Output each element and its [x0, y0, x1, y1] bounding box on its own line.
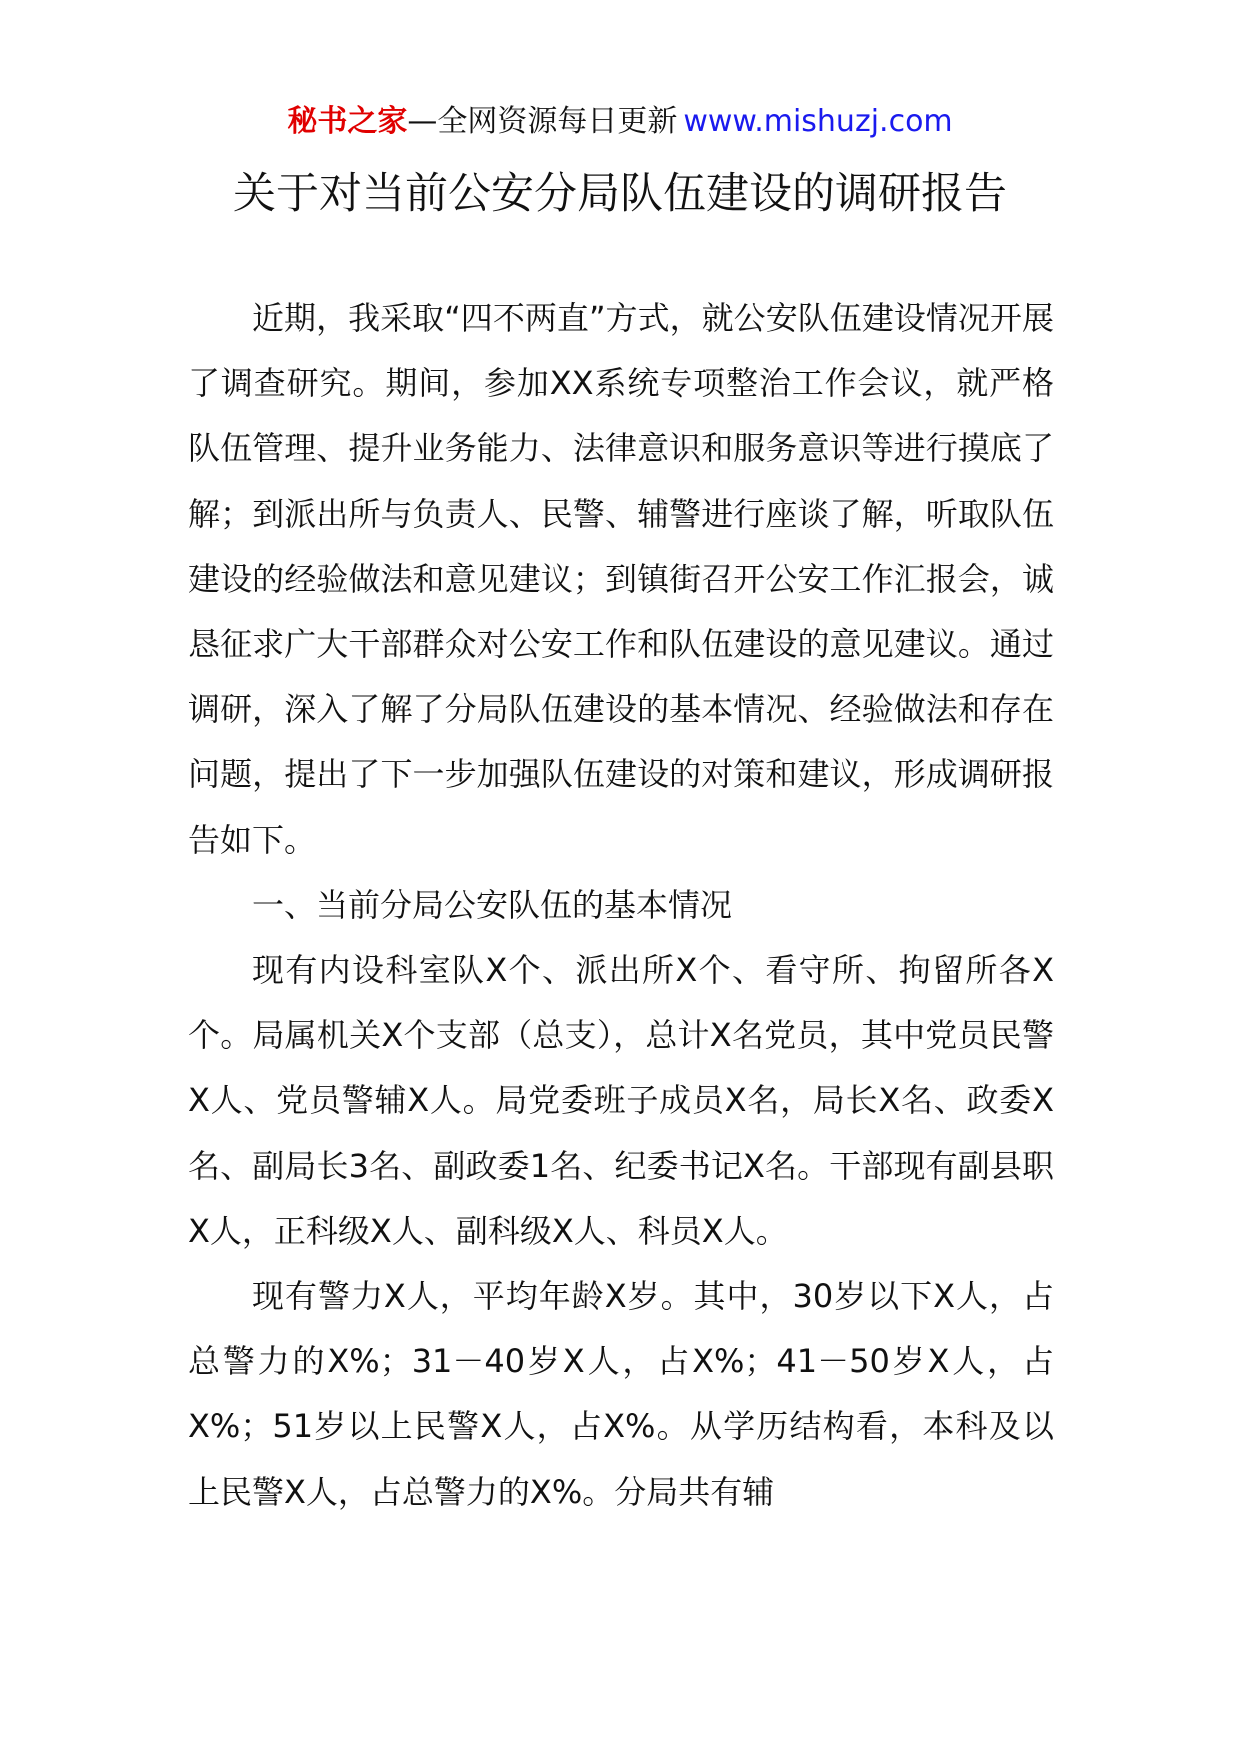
site-url-link[interactable]: www.mishuzj.com	[683, 104, 953, 139]
document-body	[188, 286, 1054, 1525]
site-header	[0, 102, 1240, 142]
brand-name: 秘书之家	[287, 104, 408, 139]
document-title: 关于对当前公安分局队伍建设的调研报告	[233, 169, 1007, 219]
body-paragraph: 现有内设科室队X个、派出所X个、看守所、拘留所各X个。局属机关X个支部（总支），总计X名党员，其中党员民警X人、党员警辅X人。局党委班子成员X名，局长X名、政委X名、副局长3名、副政委1名、纪委书记X名。干部现有副县职X人，正科级X人、副科级X人、科员X人。	[188, 951, 1054, 1250]
intro-paragraph: 近期，我采取“四不两直”方式，就公安队伍建设情况开展了调查研究。期间，参加XX系统专项整治工作会议，就严格队伍管理、提升业务能力、法律意识和服务意识等进行摸底了解；到派出所与负责人、民警、辅警进行座谈了解，听取队伍建设的经验做法和意见建议；到镇街召开公安工作汇报会，诚恳征求广大干部群众对公安工作和队伍建设的意见建议。通过调研，深入了解了分局队伍建设的基本情况、经验做法和存在问题，提出了下一步加强队伍建设的对策和建议，形成调研报告如下。	[188, 299, 1054, 859]
body-paragraph: 现有警力X人，平均年龄X岁。其中，30岁以下X人，占总警力的X%；31－40岁X人，占X%；41－50岁X人，占X%；51岁以上民警X人，占X%。从学历结构看，本科及以上民警X人，占总警力的X%。分局共有辅	[188, 1277, 1054, 1511]
section-heading: 一、当前分局公安队伍的基本情况	[252, 885, 733, 924]
header-tagline: —全网资源每日更新	[407, 104, 678, 139]
